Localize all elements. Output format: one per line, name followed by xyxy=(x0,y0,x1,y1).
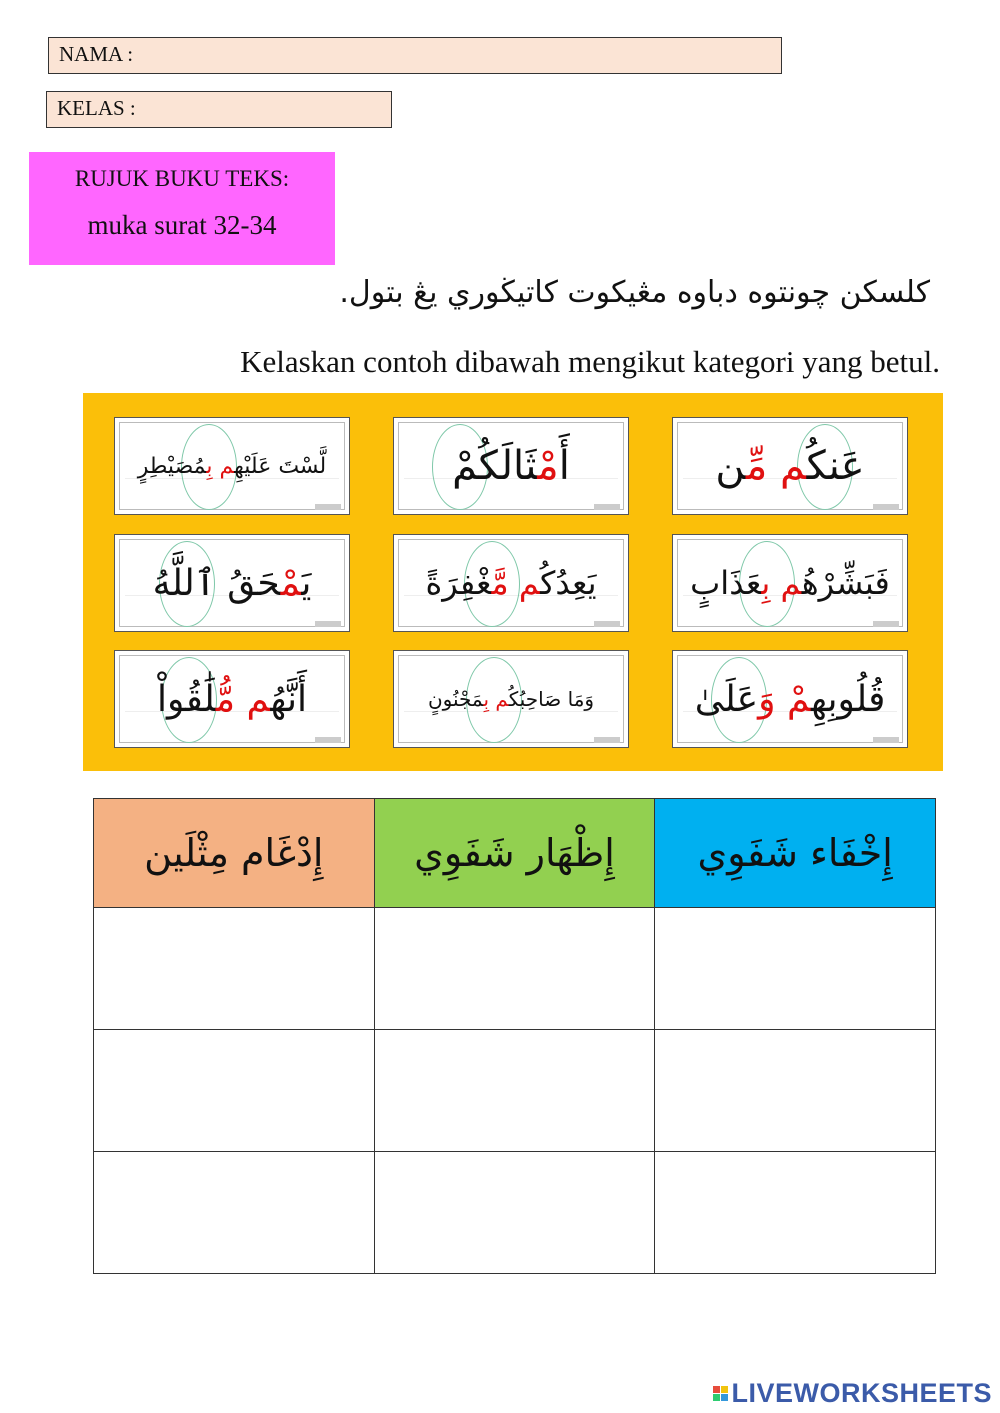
card-watermark-tag xyxy=(594,737,620,743)
category-ikhfa-syafawi: إِخْفَاء شَفَوِي xyxy=(655,799,936,908)
card-arabic-text xyxy=(428,687,594,711)
liveworksheets-logo xyxy=(713,1378,992,1409)
drop-row xyxy=(94,1152,936,1274)
card-arabic-text xyxy=(695,679,886,720)
logo-badge-icon xyxy=(713,1386,728,1401)
card-watermark-tag xyxy=(315,504,341,510)
card-arabic-text xyxy=(715,443,864,489)
card-watermark-tag xyxy=(315,621,341,627)
card-text-post: ثَالَكُمْ xyxy=(452,443,538,489)
drop-cell[interactable] xyxy=(374,1030,655,1152)
card-text-highlight: م بِ xyxy=(761,564,802,602)
card-watermark-tag xyxy=(873,504,899,510)
example-card[interactable] xyxy=(672,650,908,748)
card-text-post: مَجْنُونٍ xyxy=(427,687,484,711)
card-text-post: لَٰقُواْ xyxy=(156,678,216,720)
card-text-highlight: م بِ xyxy=(483,687,509,711)
card-text-pre: فَبَشِّرْهُ xyxy=(801,564,890,602)
drop-row xyxy=(94,1030,936,1152)
instruction-jawi: كلسكن چونتوه دباوه مڠيكوت كاتيڬوري يڠ بتول. xyxy=(339,275,930,310)
card-watermark-tag xyxy=(873,621,899,627)
drop-cell[interactable] xyxy=(94,1030,375,1152)
drop-cell[interactable] xyxy=(655,1030,936,1152)
drop-cell[interactable] xyxy=(94,908,375,1030)
name-field[interactable] xyxy=(48,37,782,74)
card-text-highlight: م مَّ xyxy=(491,564,541,602)
card-text-highlight: مْ وَ xyxy=(758,678,811,720)
category-idgham-mithlain: إِدْغَام مِثْلَين xyxy=(94,799,375,908)
card-text-pre: يَ xyxy=(301,562,312,604)
class-field[interactable] xyxy=(46,91,392,128)
card-text-post: عَذَابٍ xyxy=(690,564,762,602)
example-card[interactable] xyxy=(114,650,350,748)
card-text-pre: أَنَّهُ xyxy=(270,678,308,720)
card-arabic-text xyxy=(452,443,570,489)
category-header-row xyxy=(94,799,936,908)
reference-title: RUJUK BUKU TEKS: xyxy=(74,166,290,191)
card-text-post: مُصَيْطِرٍ xyxy=(137,453,207,479)
card-text-pre: عَنكُ xyxy=(806,443,865,489)
card-watermark-tag xyxy=(873,737,899,743)
example-card[interactable] xyxy=(672,534,908,632)
card-text-highlight: مْ xyxy=(537,443,559,489)
card-text-pre: وَمَا صَاحِبُكُ xyxy=(508,687,595,711)
card-arabic-text xyxy=(153,563,312,604)
class-label: KELAS : xyxy=(57,96,136,120)
drop-cell[interactable] xyxy=(374,908,655,1030)
drop-cell[interactable] xyxy=(374,1152,655,1274)
drop-cell[interactable] xyxy=(655,908,936,1030)
card-arabic-text xyxy=(157,679,307,720)
card-text-post: حَقُ ٱللَّهُ xyxy=(152,562,281,604)
example-card[interactable] xyxy=(672,417,908,515)
drop-cell[interactable] xyxy=(655,1152,936,1274)
card-text-post: ن xyxy=(715,443,746,489)
example-card[interactable] xyxy=(393,650,629,748)
reference-box xyxy=(29,152,335,265)
card-text-pre: يَعِدُكُ xyxy=(540,564,597,602)
card-arabic-text xyxy=(425,564,596,602)
example-card[interactable] xyxy=(114,417,350,515)
drop-cell[interactable] xyxy=(94,1152,375,1274)
sorting-table xyxy=(93,798,936,1274)
card-text-highlight: م مِّ xyxy=(745,443,807,489)
card-arabic-text xyxy=(690,564,890,602)
card-watermark-tag xyxy=(594,504,620,510)
category-izhar-syafawi: إِظْهَار شَفَوِي xyxy=(374,799,655,908)
card-text-highlight: مْ xyxy=(280,562,302,604)
example-card[interactable] xyxy=(114,534,350,632)
cards-panel xyxy=(83,393,943,771)
reference-pages: muka surat 32-34 xyxy=(87,210,277,240)
card-text-highlight: م مُّ xyxy=(215,678,271,720)
card-text-post: غْفِرَةً xyxy=(425,564,492,602)
example-card[interactable] xyxy=(393,534,629,632)
card-text-highlight: م بِ xyxy=(206,453,235,479)
instruction-latin: Kelaskan contoh dibawah mengikut kategori yang betul. xyxy=(240,344,940,379)
card-watermark-tag xyxy=(594,621,620,627)
card-arabic-text xyxy=(138,454,327,479)
example-card[interactable] xyxy=(393,417,629,515)
card-text-pre: لَّسْتَ عَلَيْهِ xyxy=(234,453,327,479)
card-text-pre: قُلُوبِهِ xyxy=(810,678,886,720)
card-text-pre: أَ xyxy=(558,443,570,489)
card-text-post: عَلَىٰ xyxy=(694,678,759,720)
drop-row xyxy=(94,908,936,1030)
name-label: NAMA : xyxy=(59,42,134,66)
card-watermark-tag xyxy=(315,737,341,743)
logo-text: LIVEWORKSHEETS xyxy=(731,1378,992,1408)
